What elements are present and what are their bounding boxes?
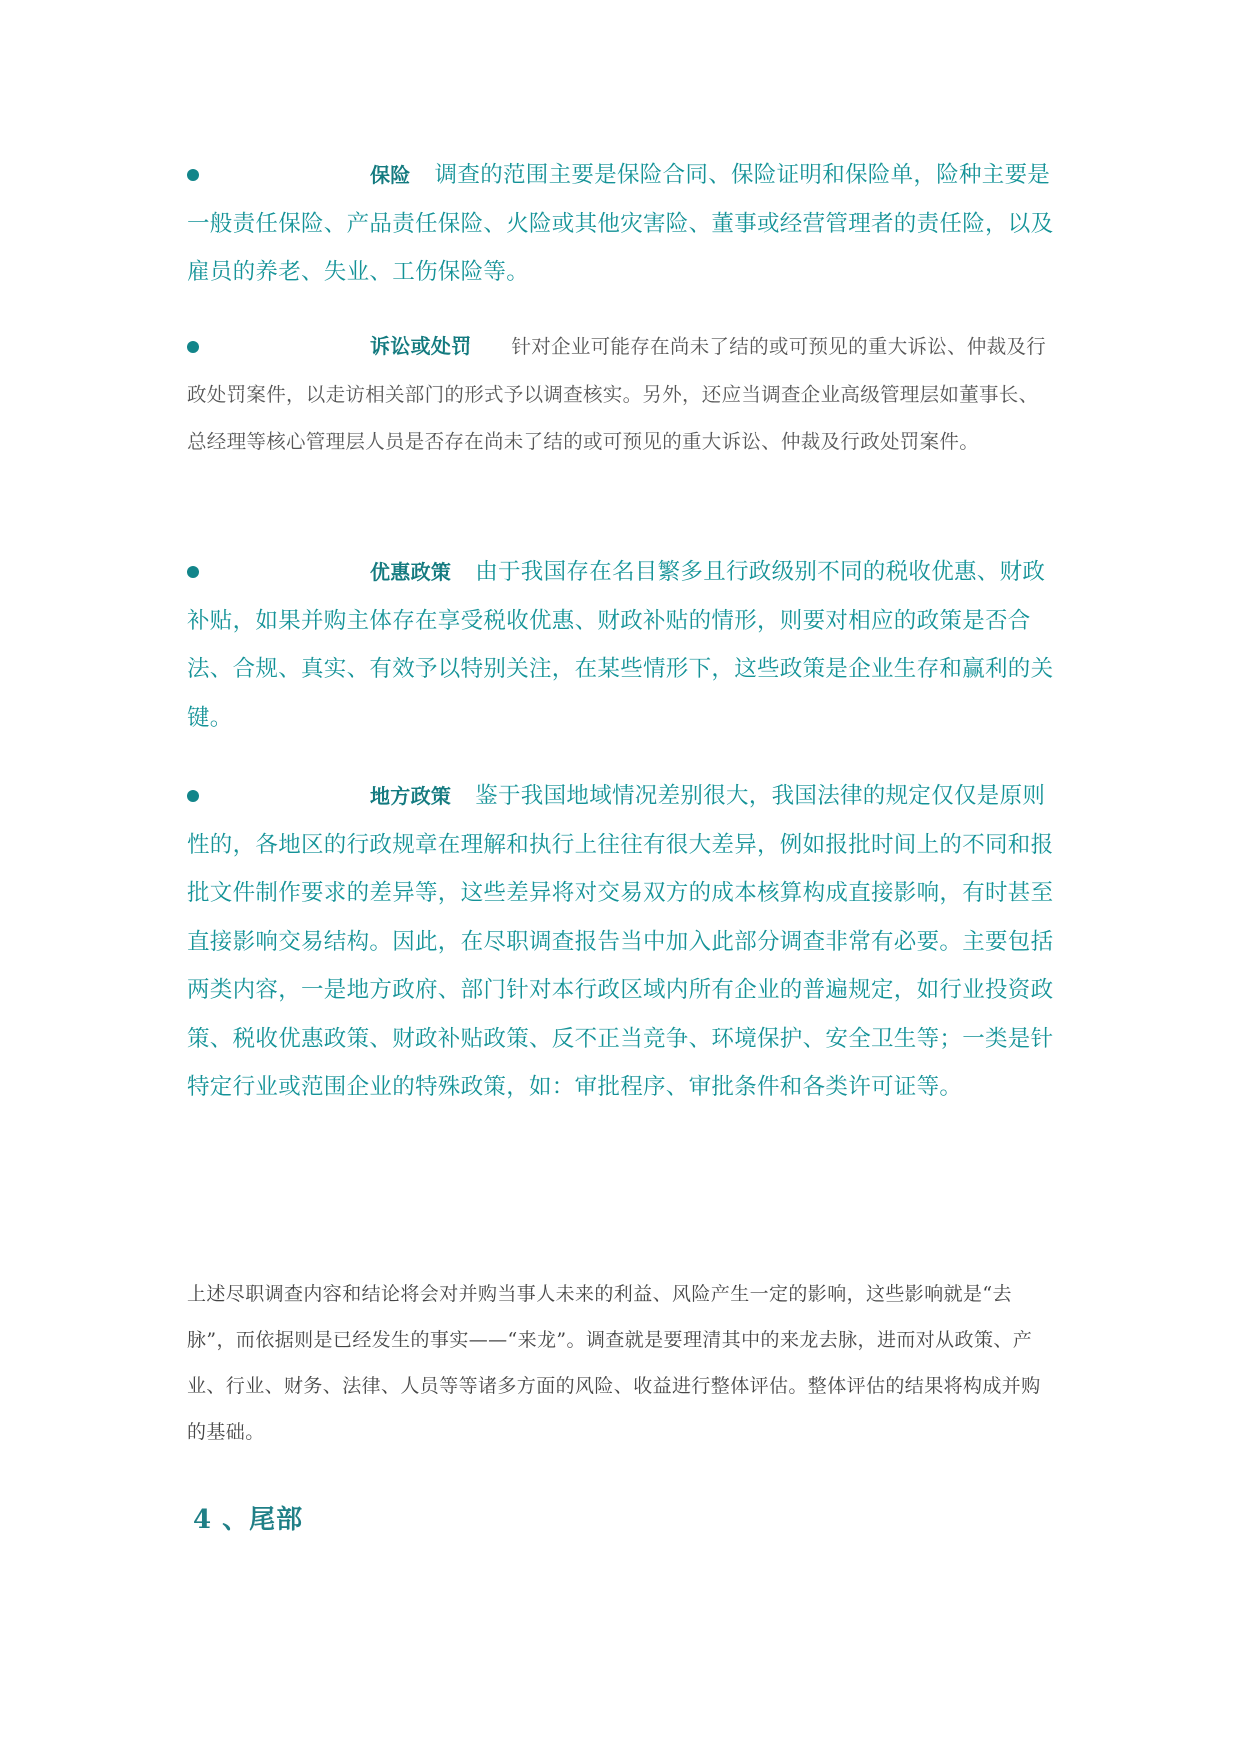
item-paragraph — [187, 548, 1057, 742]
item-term: 地方政策 — [370, 784, 452, 808]
item-term: 保险 — [370, 163, 411, 187]
section-heading: 4 、尾部 — [193, 1505, 304, 1535]
bullet-dot-icon — [187, 169, 199, 181]
item-text: 鉴于我国地域情况差别很大，我国法律的规定仅仅是原则性的，各地区的行政规章在理解和执行上往往有很大差异，例如报批时间上的不同和报批文件制作要求的差异等，这些差异将对交易双方的成本核算构成直接影响，有时甚至直接影响交易结构。因此，在尽职调查报告当中加入此部分调查非常有必要。主要包括两类内容，一是地方政府、部门针对本行政区域内所有企业的普遍规定，如行业投资政策、税收优惠政策、财政补贴政策、反不正当竞争、环境保护、安全卫生等；一类是针特定行业或范围企业的特殊政策，如：审批程序、审批条件和各类许可证等。 — [187, 783, 1054, 1100]
bullet-dot-icon — [187, 790, 199, 802]
item-paragraph — [187, 772, 1057, 1112]
item-text: 由于我国存在名目繁多且行政级别不同的税收优惠、财政补贴，如果并购主体存在享受税收优惠、财政补贴的情形，则要对相应的政策是否合法、合规、真实、有效予以特别关注，在某些情形下，这些政策是企业生存和赢利的关键。 — [187, 559, 1054, 731]
item-paragraph — [187, 323, 1057, 466]
summary-paragraph: 上述尽职调查内容和结论将会对并购当事人未来的利益、风险产生一定的影响，这些影响就是“去脉”，而依据则是已经发生的事实——“来龙”。调查就是要理清其中的来龙去脉，进而对从政策、产业、行业、财务、法律、人员等等诸多方面的风险、收益进行整体评估。整体评估的结果将构成并购的基础。 — [187, 1283, 1041, 1443]
bullet-dot-icon — [187, 341, 199, 353]
bullet-dot-icon — [187, 566, 199, 578]
item-text: 针对企业可能存在尚未了结的或可预见的重大诉讼、仲裁及行政处罚案件，以走访相关部门的形式予以调查核实。另外，还应当调查企业高级管理层如董事长、总经理等核心管理层人员是否存在尚未了结的或可预见的重大诉讼、仲裁及行政处罚案件。 — [187, 335, 1047, 453]
item-text: 调查的范围主要是保险合同、保险证明和保险单，险种主要是一般责任保险、产品责任保险、火险或其他灾害险、董事或经营管理者的责任险，以及雇员的养老、失业、工伤保险等。 — [187, 162, 1054, 285]
item-term: 优惠政策 — [370, 560, 452, 584]
bullet-item-incentive-policy — [187, 548, 1057, 742]
bullet-item-insurance — [187, 151, 1057, 297]
item-term: 诉讼或处罚 — [370, 334, 472, 358]
bullet-item-local-policy — [187, 772, 1057, 1112]
item-paragraph — [187, 151, 1057, 297]
bullet-item-litigation — [187, 323, 1057, 466]
